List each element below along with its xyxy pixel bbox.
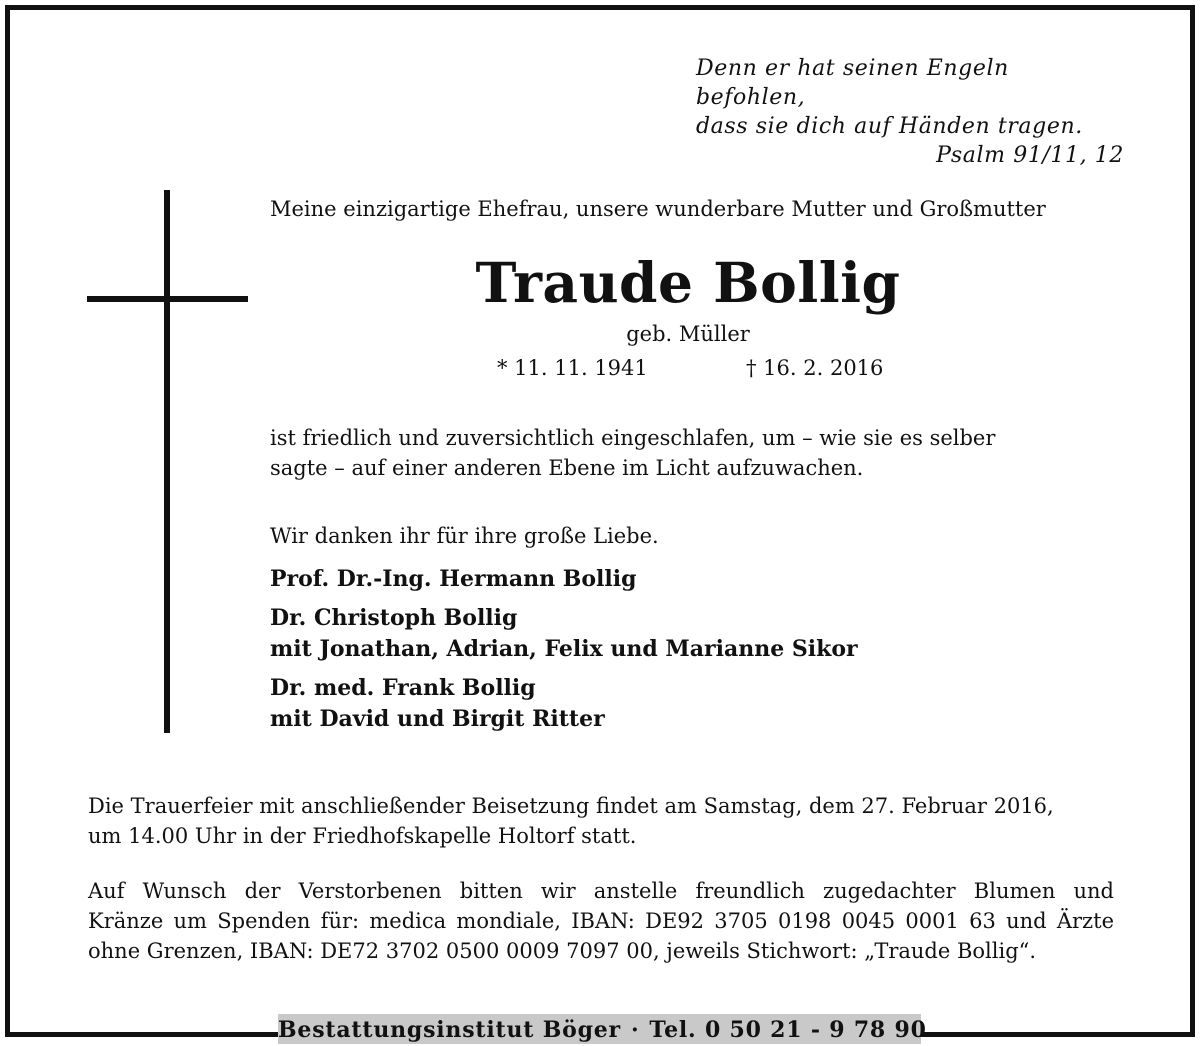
mourner-group — [270, 673, 1110, 735]
cross-icon — [164, 190, 170, 733]
statement-line-2: sagte – auf einer anderen Ebene im Licht aufzuwachen. — [270, 456, 864, 480]
statement-line-1: ist friedlich und zuversichtlich eingeschlafen, um – wie sie es selber — [270, 426, 996, 450]
intro-text: Meine einzigartige Ehefrau, unsere wunderbare Mutter und Großmutter — [270, 197, 1046, 221]
funeral-info — [88, 791, 1114, 851]
cross-icon-beam — [87, 296, 248, 302]
mourner-name: Dr. med. Frank Bollig — [270, 675, 536, 701]
mourner-family: mit Jonathan, Adrian, Felix und Marianne Sikor — [270, 636, 858, 662]
quote-line-1: Denn er hat seinen Engeln befohlen, — [696, 56, 1009, 110]
funeral-home-phone: Tel. 0 50 21 - 9 78 90 — [649, 1017, 927, 1043]
mourner-name: Prof. Dr.-Ing. Hermann Bollig — [270, 566, 637, 592]
donation-line-3: ohne Grenzen, IBAN: DE72 3702 0500 0009 7097 00, jeweils Stichwort: „Traude Bollig“. — [88, 939, 1037, 963]
mourners-list — [270, 564, 1110, 743]
thanks-text: Wir danken ihr für ihre große Liebe. — [270, 524, 659, 548]
birth-date: * 11. 11. 1941 — [497, 356, 648, 380]
quote-line-2: dass sie dich auf Händen tragen. — [696, 114, 1083, 139]
mourner-name: Dr. Christoph Bollig — [270, 605, 518, 631]
funeral-home-name: Bestattungsinstitut Böger — [278, 1017, 621, 1043]
deceased-name: Traude Bollig — [475, 250, 901, 315]
quote-reference: Psalm 91/11, 12 — [936, 143, 1124, 168]
footer-bar — [278, 1014, 927, 1044]
mourner-group — [270, 564, 1110, 595]
donation-line-1: Auf Wunsch der Verstorbenen bitten wir anstelle freundlich zugedachter Blumen und — [88, 879, 1114, 903]
mourner-family: mit David und Birgit Ritter — [270, 706, 605, 732]
funeral-line-1: Die Trauerfeier mit anschließender Beisetzung findet am Samstag, dem 27. Februar 2016, — [88, 794, 1054, 818]
footer-separator: · — [630, 1017, 640, 1043]
statement-text — [270, 423, 1110, 483]
funeral-line-2: um 14.00 Uhr in der Friedhofskapelle Holtorf statt. — [88, 824, 637, 848]
donation-line-2: Kränze um Spenden für: medica mondiale, IBAN: DE92 3705 0198 0045 0001 63 und Ärzte — [88, 909, 1114, 933]
donation-info — [88, 876, 1114, 966]
bible-quote — [604, 54, 1124, 170]
birth-name: geb. Müller — [626, 322, 750, 346]
mourner-group — [270, 603, 1110, 665]
death-date: † 16. 2. 2016 — [746, 356, 884, 380]
